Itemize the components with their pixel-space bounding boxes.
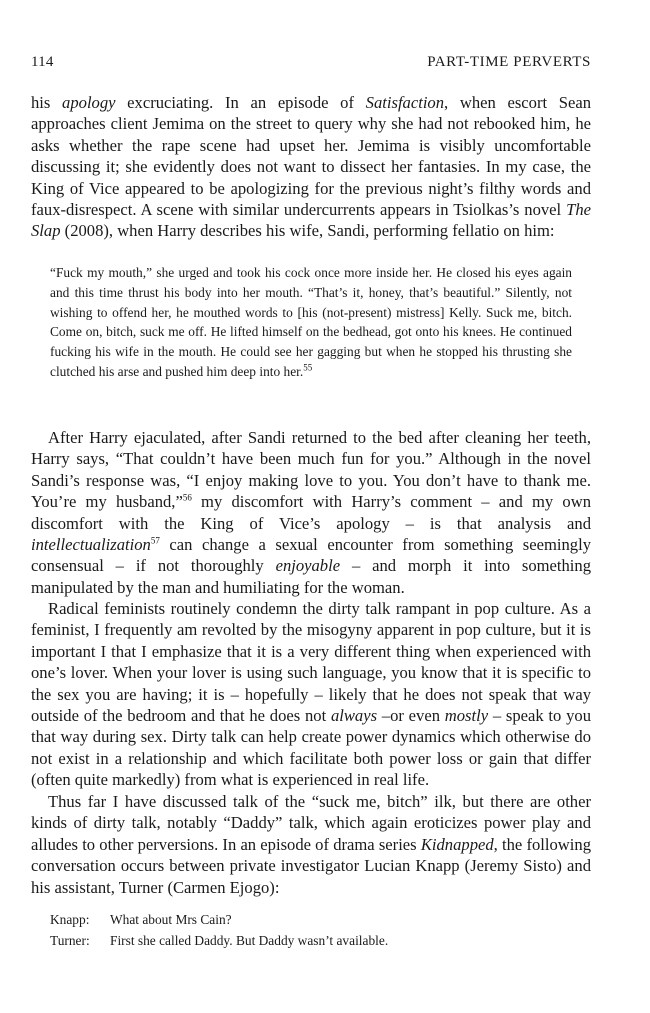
paragraph-2: After Harry ejaculated, after Sandi returned to the bed after cleaning her teeth, Harry says, “That couldn’t have been much fun for you.” Although in the novel Sandi’s response was, “I enjoy making love to you. You don’t have to thank me. You’re my husband,”$^{56}$ my discomfort with Harry’s comment – and my own discomfort with the King of Vice’s apology – is that analysis and intellectualization$^{57}$ can change a sexual encounter from something seemingly consensual – if not thoroughly enjoyable – and morph it into something manipulated by the man and humiliating for the woman.: [31, 428, 591, 597]
dialog-line: [50, 930, 570, 951]
italic-text: The Slap: [31, 200, 591, 241]
page-number: 114: [31, 54, 54, 70]
dialog-line: [50, 909, 570, 930]
italic-text: always: [330, 706, 378, 726]
speaker: Knapp:: [50, 912, 90, 927]
paragraph-1: his apology excruciating. In an episode of Satisfaction, when escort Sean approaches client Jemima on the street to query why she had not rebooked him, he asks whether the rape scene had upset her. Jemima is visibly uncomfortable discussing it; she evidently does not want to dissect her fantasies. In my case, the King of Vice appeared to be apologizing for the previous night’s filthy words and faux-disrespect. A scene with similar undercurrents appears in Tsiolkas’s novel The Slap (2008), when Harry describes his wife, Sandi, performing fellatio on him:: [31, 93, 592, 241]
italic-text: Satisfaction: [365, 93, 445, 112]
page-header: [31, 54, 591, 76]
italic-text: Kidnapped: [420, 834, 494, 854]
speaker: Turner:: [50, 933, 90, 948]
running-head: PART-TIME PERVERTS: [427, 54, 591, 70]
footnote-ref: 56: [182, 492, 192, 503]
italic-text: apology: [62, 93, 116, 112]
paragraph-4: Thus far I have discussed talk of the “suck me, bitch” ilk, but there are other kinds of dirty talk, notably “Daddy” talk, which again eroticizes power play and alludes to other perversions. In an episode of drama series Kidnapped, the following conversation occurs between private investigator Lucian Knapp (Jeremy Sisto) and his assistant, Turner (Carmen Ejogo):: [31, 792, 591, 897]
paragraph-3: Radical feminists routinely condemn the dirty talk rampant in pop culture. As a feminist, I frequently am revolted by the misogyny apparent in pop culture, but it is important I that I emphasize that it is a very different thing when experienced with one’s lover. When your lover is using such language, you know that it is specific to the sex you are having; it is – hopefully – likely that he does not speak that way outside of the bedroom and that he does not always –or even mostly – speak to you that way during sex. Dirty talk can help create power dynamics which otherwise do not exist in a relationship and which facilitate both power loss or gain that differ (often quite markedly) from what is experienced in real life.: [31, 599, 591, 790]
italic-text: mostly: [444, 706, 489, 726]
block-quote: “Fuck my mouth,” she urged and took his cock once more inside her. He closed his eyes again and this time thrust his body into her mouth. “That’s it, honey, that’s beautiful.” Silently, not wishing to offend her, he mouthed words to [his (not-present) mistress] Kelly. Suck me, bitch. Come on, bitch, suck me off. He lifted himself on the bedhead, got onto his knees. He continued fucking his wife in the mouth. He could see her gagging but when he stopped his thrusting she clutched his arse and pushed him deep into her.$^{55}$: [50, 265, 572, 379]
footnote-ref: 55: [303, 362, 313, 373]
italic-text: enjoyable: [275, 556, 341, 576]
dialog-text: First she called Daddy. But Daddy wasn’t available.: [110, 933, 389, 948]
italic-text: intellectualization: [31, 535, 151, 555]
dialog-text: What about Mrs Cain?: [110, 912, 232, 927]
dialog-block: [50, 909, 570, 951]
footnote-ref: 57: [150, 535, 160, 546]
